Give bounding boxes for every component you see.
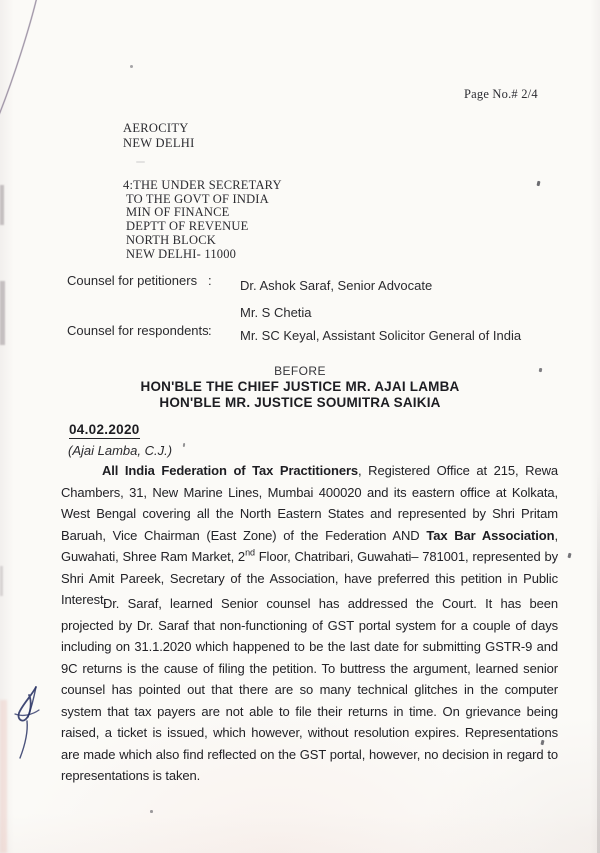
text-span: , Registered Office at 215, Rewa Chambers, 31, New Marine Lines, Mumbai 400020 and its eastern office at Kolkata, West Bengal covering all the North Eastern States and represented by Shri Pritam Baruah, Vice Chairman (East Zone) of the Federation AND [61,463,558,543]
scan-speckle [150,810,153,813]
text-line: HON'BLE THE CHIEF JUSTICE MR. AJAI LAMBA [140,379,460,394]
colon-separator: : [208,323,212,338]
bold-text: All India Federation of Tax Practitioners [102,463,359,478]
text-span: , Guwahati, Shree Ram Market, 2 [61,527,558,564]
text-line: NORTH BLOCK [126,232,216,247]
text-line: AEROCITY [123,121,189,135]
scan-speckle [183,443,185,447]
scan-speckle [567,553,571,559]
scan-speckle [537,181,541,187]
scan-speckle [130,65,133,68]
counsel-petitioners-names [240,273,432,326]
text-line: HON'BLE MR. JUSTICE SOUMITRA SAIKIA [159,395,441,411]
counsel-respondents-names [240,323,521,350]
text-span: nd [245,547,255,558]
handwritten-ink-mark [8,681,58,771]
text-line: 4:THE UNDER SECRETARY [123,178,282,192]
colon-separator: : [208,273,212,288]
scan-speckle [136,161,145,163]
bold-text: Tax Bar Association [426,527,555,543]
address-block [123,121,195,151]
text-line: Mr. S Chetia [240,304,312,320]
order-date: 04.02.2020 [69,422,140,437]
counsel-petitioners-label: Counsel for petitioners [67,273,198,288]
order-paragraph-1 [61,460,558,611]
bench-judges [0,379,600,412]
text-line: Mr. SC Keyal, Assistant Solicitor General of India [240,328,522,343]
before-label: BEFORE [274,364,326,378]
scan-edge-smudge [0,566,3,596]
scan-edge-smudge [0,185,4,225]
order-author: (Ajai Lamba, C.J.) [68,443,173,458]
text-span: Floor, Chatribari, Guwahati– 781001, represented by Shri Amit Pareek, Secretary of the Association, have preferred this petition in Public Interest. [61,549,559,607]
text-line: MIN OF FINANCE [126,205,230,220]
counsel-respondents-label: Counsel for respondents [67,323,209,338]
text-line: Dr. Ashok Saraf, Senior Advocate [240,278,433,293]
page-number: Page No.# 2/4 [464,87,538,101]
text-line: NEW DELHI [123,136,195,150]
recipient-block [123,179,282,261]
scan-edge-smudge [0,700,7,853]
text-line: TO THE GOVT OF INDIA [126,191,269,206]
text-line: NEW DELHI- 11000 [126,246,237,261]
text-line: DEPTT OF REVENUE [126,219,249,234]
scan-edge-smudge [0,281,5,345]
fold-crease-line [0,0,60,130]
order-paragraph-2: Dr. Saraf, learned Senior counsel has addressed the Court. It has been projected by Dr. Saraf that non-functioning of GST portal system for a couple of days including on 31.1.2020 which happened to be the last date for submitting GSTR-9 and 9C returns is the cause of filing the petition. To buttress the argument, learned senior counsel has pointed out that there are so many technical glitches in the computer system that tax payers are not able to file their returns in time. On grievance being raised, a ticket is issued, which however, without resolution expires. Representations are made which also find reflected on the GST portal, however, no decision in regard to representations is taken. [61,596,558,783]
